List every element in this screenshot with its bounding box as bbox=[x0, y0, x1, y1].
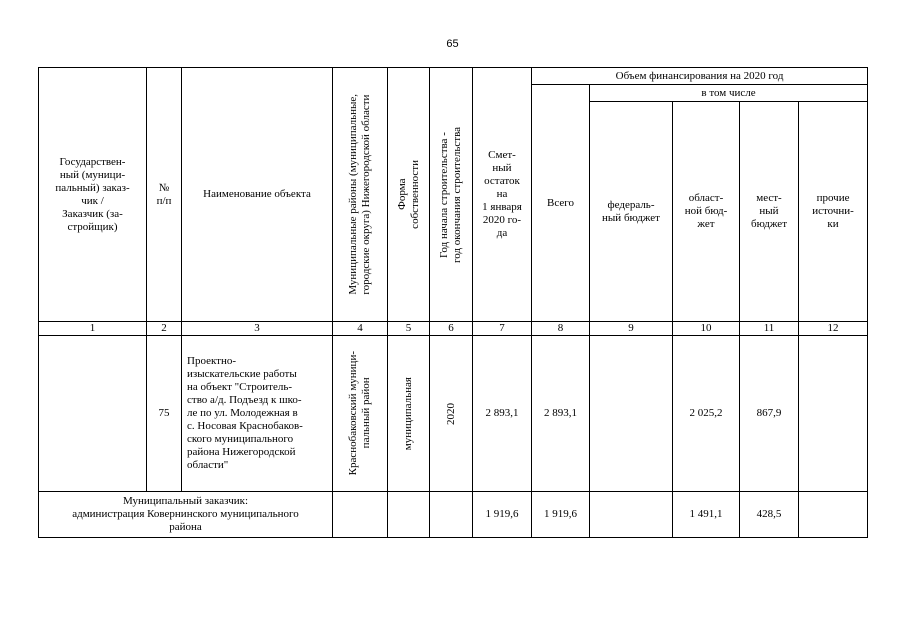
column-number: 3 bbox=[182, 322, 333, 336]
summary-empty-district bbox=[333, 492, 388, 538]
header-estimate-balance: Смет- ный остаток на 1 января 2020 го- да bbox=[473, 68, 532, 322]
summary-empty-ownership bbox=[388, 492, 430, 538]
column-number: 12 bbox=[799, 322, 868, 336]
column-number: 1 bbox=[39, 322, 147, 336]
header-number: № п/п bbox=[147, 68, 182, 322]
column-number: 9 bbox=[590, 322, 673, 336]
cell-object-name: Проектно- изыскательские работы на объект "Строитель- ство а/д. Подъезд к шко- ле по ул. Молодежная в с. Носовая Краснобаков- ского муниципального района Нижегородской области" bbox=[182, 336, 333, 492]
column-number: 10 bbox=[673, 322, 740, 336]
summary-regional: 1 491,1 bbox=[673, 492, 740, 538]
header-local: мест- ный бюджет bbox=[740, 102, 799, 322]
column-number: 4 bbox=[333, 322, 388, 336]
cell-regional: 2 025,2 bbox=[673, 336, 740, 492]
summary-empty-years bbox=[430, 492, 473, 538]
column-number: 5 bbox=[388, 322, 430, 336]
header-federal: федераль- ный бюджет bbox=[590, 102, 673, 322]
header-other: прочие источни- ки bbox=[799, 102, 868, 322]
column-number: 8 bbox=[532, 322, 590, 336]
header-ownership: Форма собственности bbox=[388, 68, 430, 322]
header-total: Всего bbox=[532, 85, 590, 322]
summary-other bbox=[799, 492, 868, 538]
header-object-name: Наименование объекта bbox=[182, 68, 333, 322]
cell-customer bbox=[39, 336, 147, 492]
header-years: Год начала строительства - год окончания строительства bbox=[430, 68, 473, 322]
cell-federal bbox=[590, 336, 673, 492]
cell-other bbox=[799, 336, 868, 492]
header-districts: Муниципальные районы (муниципальные, городские округа) Нижегородской области bbox=[333, 68, 388, 322]
cell-years: 2020 bbox=[430, 336, 473, 492]
header-including: в том числе bbox=[590, 85, 868, 102]
column-number: 7 bbox=[473, 322, 532, 336]
header-financing-group: Объем финансирования на 2020 год bbox=[532, 68, 868, 85]
summary-label: Муниципальный заказчик: администрация Ковернинского муниципального района bbox=[39, 492, 333, 538]
cell-estimate-balance: 2 893,1 bbox=[473, 336, 532, 492]
summary-federal bbox=[590, 492, 673, 538]
cell-district: Краснобаковский муници- пальный район bbox=[333, 336, 388, 492]
cell-total: 2 893,1 bbox=[532, 336, 590, 492]
summary-row bbox=[39, 492, 868, 538]
page-number: 65 bbox=[446, 38, 459, 50]
column-number: 11 bbox=[740, 322, 799, 336]
column-number: 6 bbox=[430, 322, 473, 336]
summary-local: 428,5 bbox=[740, 492, 799, 538]
cell-ownership: муниципальная bbox=[388, 336, 430, 492]
table-row bbox=[39, 336, 868, 492]
cell-number: 75 bbox=[147, 336, 182, 492]
financing-table bbox=[38, 67, 868, 538]
summary-estimate-balance: 1 919,6 bbox=[473, 492, 532, 538]
column-number: 2 bbox=[147, 322, 182, 336]
summary-total: 1 919,6 bbox=[532, 492, 590, 538]
header-regional: област- ной бюд- жет bbox=[673, 102, 740, 322]
column-number-row bbox=[39, 322, 868, 336]
cell-local: 867,9 bbox=[740, 336, 799, 492]
header-customer: Государствен- ный (муници- пальный) заказ- чик / Заказчик (за- стройщик) bbox=[39, 68, 147, 322]
